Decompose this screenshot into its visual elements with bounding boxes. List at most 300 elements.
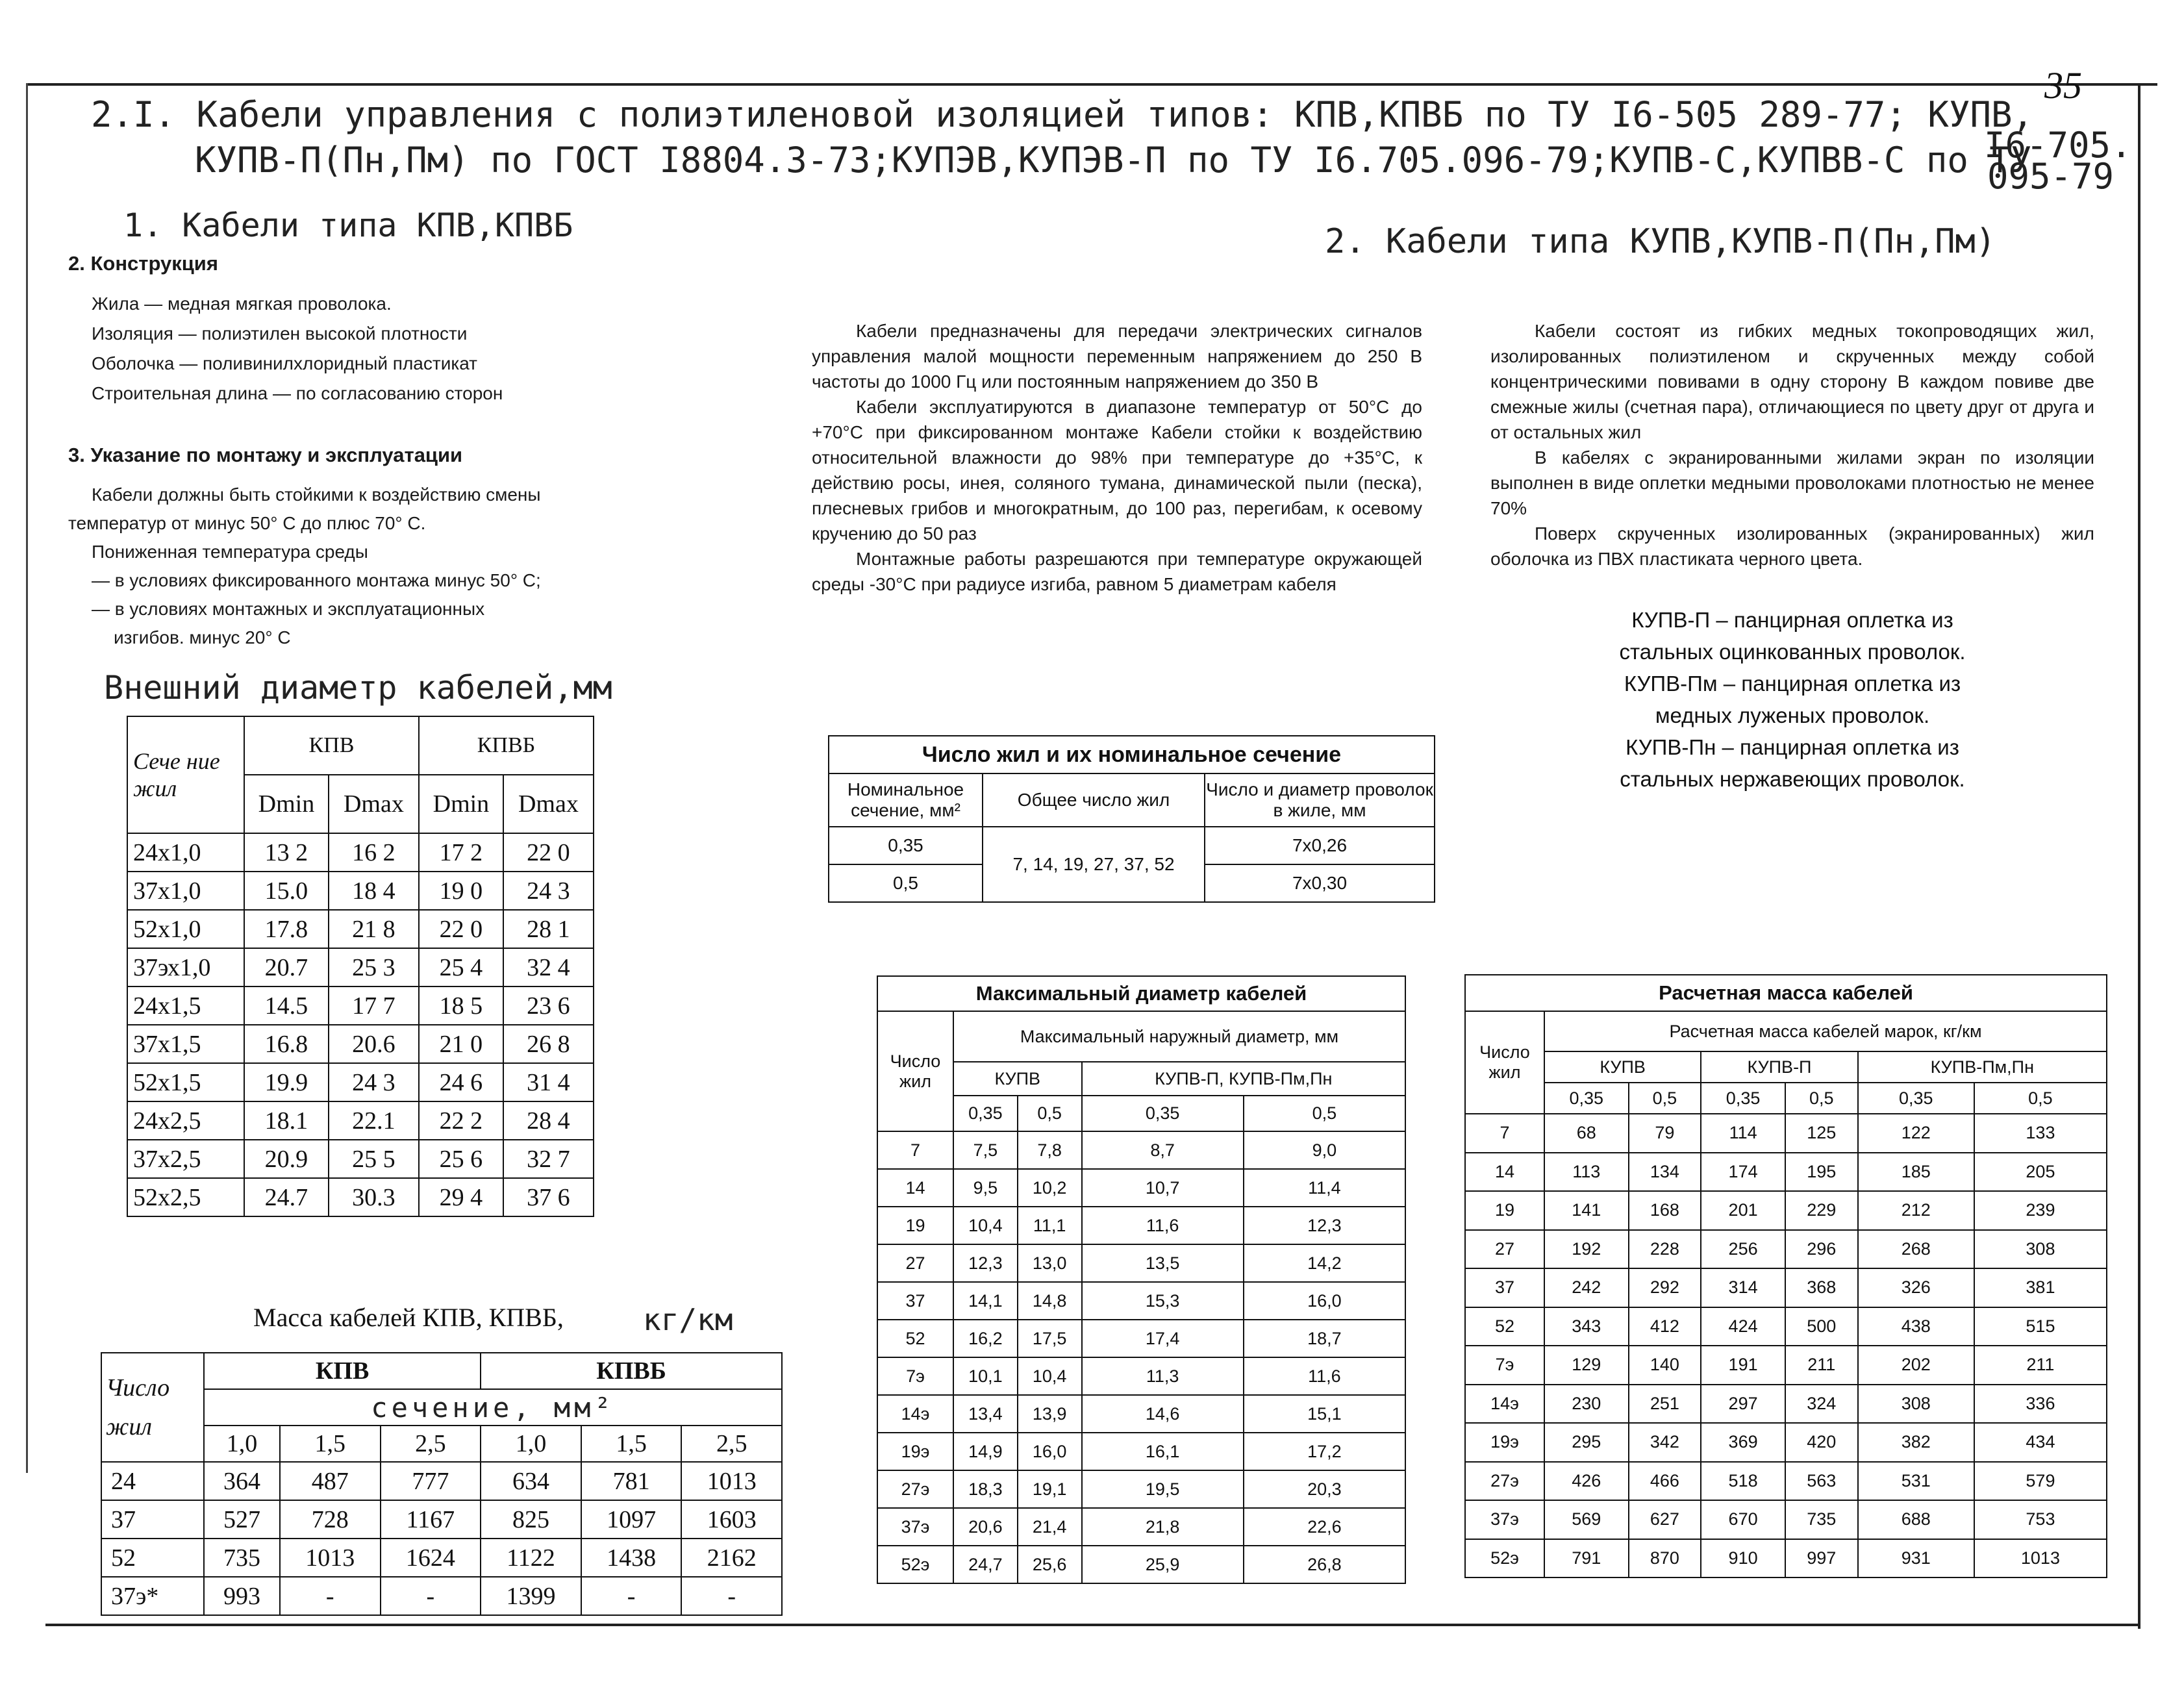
max-diameter-cell: 25,6: [1018, 1546, 1082, 1583]
max-diameter-cell-label: 7э: [877, 1357, 953, 1395]
section2-col1-para: Монтажные работы разрешаются при температуре окружающей среды -30°С при радиусе изгиба, равном 5 диаметрам кабеля: [812, 549, 1422, 594]
calc-mass-cell: 239: [1974, 1191, 2107, 1230]
max-diameter-cell: 13,4: [953, 1395, 1018, 1433]
max-diameter-cell: 14,1: [953, 1282, 1018, 1320]
outer-diameter-subhead: Dmin: [419, 775, 503, 833]
table-row: [127, 1140, 594, 1178]
calc-mass-head-col: Число жил: [1465, 1011, 1544, 1114]
calc-mass-cell: 174: [1701, 1153, 1785, 1192]
mounting-heading: 3. Указание по монтажу и эксплуатации: [68, 444, 463, 466]
section2-col2: [1490, 318, 2094, 572]
calc-mass-cell: 228: [1629, 1230, 1701, 1269]
table-row: [127, 1101, 594, 1140]
mounting-line: Кабели должны быть стойкими к воздействию смены: [92, 484, 541, 505]
outer-diameter-cell: 17 2: [419, 833, 503, 872]
outer-diameter-head-col: Сече ние жил: [127, 716, 244, 833]
max-diameter-cell: 16,2: [953, 1320, 1018, 1357]
cores-header: Общее число жил: [983, 773, 1205, 827]
calc-mass-cell: 870: [1629, 1539, 1701, 1578]
cores-cell: 0,5: [829, 864, 983, 902]
cores-header: Число и диаметр проволок в жиле, мм: [1205, 773, 1435, 827]
outer-diameter-cell: 17 7: [329, 987, 419, 1025]
max-diameter-cell: 21,4: [1018, 1508, 1082, 1546]
calc-mass-cell: 412: [1629, 1307, 1701, 1346]
table-row: [877, 1433, 1405, 1470]
calc-mass-cell: 134: [1629, 1153, 1701, 1192]
outer-diameter-cell: 16.8: [244, 1025, 329, 1063]
calc-mass-subhead: 0,5: [1785, 1083, 1858, 1114]
max-diameter-table: [877, 975, 1406, 1584]
mass-kpv-cell: 634: [481, 1462, 581, 1500]
table-row: [1465, 1268, 2107, 1307]
max-diameter-cell: 19,1: [1018, 1470, 1082, 1508]
calc-mass-cell-label: 14э: [1465, 1385, 1544, 1424]
outer-diameter-cell: 22 2: [419, 1101, 503, 1140]
max-diameter-subhead: 0,5: [1244, 1096, 1405, 1131]
calc-mass-cell: 212: [1858, 1191, 1974, 1230]
table-row: [1465, 1385, 2107, 1424]
calc-mass-cell: 268: [1858, 1230, 1974, 1269]
table-row: [877, 1395, 1405, 1433]
max-diameter-cell: 10,2: [1018, 1169, 1082, 1207]
calc-mass-cell: 192: [1544, 1230, 1629, 1269]
calc-mass-cell: 753: [1974, 1500, 2107, 1539]
calc-mass-cell: 201: [1701, 1191, 1785, 1230]
calc-mass-cell: 202: [1858, 1346, 1974, 1385]
outer-diameter-cell: 17.8: [244, 910, 329, 948]
outer-diameter-cell: 25 5: [329, 1140, 419, 1178]
calc-mass-rows: [1465, 1114, 2107, 1577]
table-row: [1465, 1462, 2107, 1501]
outer-diameter-rows: [127, 833, 594, 1216]
outer-diameter-group-kpv: КПВ: [244, 716, 419, 775]
table-row: [127, 833, 594, 872]
mass-kpv-cell: 825: [481, 1500, 581, 1539]
calc-mass-cell: 185: [1858, 1153, 1974, 1192]
table-row: [127, 910, 594, 948]
mass-kpv-unit: кг/км: [643, 1302, 733, 1337]
max-diameter-cell: 7,5: [953, 1131, 1018, 1169]
outer-diameter-cell: 32 4: [503, 948, 594, 987]
outer-diameter-cell: 31 4: [503, 1063, 594, 1101]
max-diameter-cell: 10,7: [1082, 1169, 1244, 1207]
outer-diameter-cell-label: 24х1,0: [127, 833, 244, 872]
max-diameter-cell: 12,3: [1244, 1207, 1405, 1244]
max-diameter-cell: 25,9: [1082, 1546, 1244, 1583]
mass-kpv-head-col-2: жил: [106, 1413, 152, 1440]
outer-diameter-cell: 13 2: [244, 833, 329, 872]
table-row: [127, 1063, 594, 1101]
max-diameter-group: КУПВ: [953, 1062, 1082, 1096]
mass-kpv-subhead: 1,0: [204, 1426, 280, 1462]
section2-col1-para: Кабели предназначены для передачи электрических сигналов управления малой мощности переменным напряжением до 250 В частоты до 1000 Гц или постоянным напряжением до 350 В: [812, 321, 1422, 392]
calc-mass-cell: 931: [1858, 1539, 1974, 1578]
calc-mass-cell: 420: [1785, 1423, 1858, 1462]
mass-kpv-cell: -: [681, 1577, 782, 1615]
armor-line: КУПВ-Пн – панцирная оплетка из: [1625, 735, 1959, 759]
calc-mass-subhead: 0,35: [1858, 1083, 1974, 1114]
max-diameter-cell-label: 52: [877, 1320, 953, 1357]
calc-mass-cell: 342: [1629, 1423, 1701, 1462]
outer-diameter-cell-label: 24х1,5: [127, 987, 244, 1025]
calc-mass-group: КУПВ: [1544, 1051, 1701, 1083]
calc-mass-cell: 1013: [1974, 1539, 2107, 1578]
max-diameter-cell: 14,8: [1018, 1282, 1082, 1320]
mass-kpv-cell: -: [381, 1577, 481, 1615]
calc-mass-group: КУПВ-П: [1701, 1051, 1857, 1083]
max-diameter-cell: 13,0: [1018, 1244, 1082, 1282]
outer-diameter-subhead: Dmax: [503, 775, 594, 833]
max-diameter-cell: 20,3: [1244, 1470, 1405, 1508]
calc-mass-cell: 688: [1858, 1500, 1974, 1539]
calc-mass-title: Расчетная масса кабелей: [1465, 975, 2107, 1011]
table-row: [877, 1282, 1405, 1320]
table-row: [101, 1462, 782, 1500]
cores-cell: 7х0,26: [1205, 827, 1435, 864]
table-row: [127, 987, 594, 1025]
table-row: [877, 1207, 1405, 1244]
calc-mass-cell: 735: [1785, 1500, 1858, 1539]
mass-kpv-title: Масса кабелей КПВ, КПВБ,: [253, 1303, 564, 1332]
outer-diameter-cell: 25 6: [419, 1140, 503, 1178]
table-row: [877, 1508, 1405, 1546]
max-diameter-cell: 15,1: [1244, 1395, 1405, 1433]
calc-mass-cell: 168: [1629, 1191, 1701, 1230]
construction-line: Жила — медная мягкая проволока.: [92, 294, 392, 314]
frame-bottom-rule: [45, 1624, 2140, 1626]
armor-line: КУПВ-П – панцирная оплетка из: [1631, 608, 1953, 632]
max-diameter-cell: 16,0: [1018, 1433, 1082, 1470]
table-row: [877, 1131, 1405, 1169]
calc-mass-cell: 324: [1785, 1385, 1858, 1424]
outer-diameter-cell: 22.1: [329, 1101, 419, 1140]
table-row: [1465, 1539, 2107, 1578]
calc-mass-cell: 308: [1858, 1385, 1974, 1424]
calc-mass-cell: 336: [1974, 1385, 2107, 1424]
outer-diameter-cell: 24 3: [503, 872, 594, 910]
calc-mass-subhead: 0,5: [1629, 1083, 1701, 1114]
max-diameter-group: КУПВ-П, КУПВ-Пм,Пн: [1082, 1062, 1406, 1096]
calc-mass-cell: 910: [1701, 1539, 1785, 1578]
section2-title: 2. Кабели типа КУПВ,КУПВ-П(Пн,Пм): [1325, 222, 1996, 261]
calc-mass-cell-label: 19: [1465, 1191, 1544, 1230]
mass-kpv-cell-label: 52: [101, 1539, 204, 1577]
calc-mass-cell: 129: [1544, 1346, 1629, 1385]
mass-kpv-cell: 728: [280, 1500, 381, 1539]
table-row: [101, 1500, 782, 1539]
calc-mass-cell: 791: [1544, 1539, 1629, 1578]
table-row: [877, 1244, 1405, 1282]
mass-kpv-cell: 1624: [381, 1539, 481, 1577]
max-diameter-group-head: Максимальный наружный диаметр, мм: [953, 1011, 1405, 1062]
calc-mass-cell: 68: [1544, 1114, 1629, 1153]
outer-diameter-cell: 28 4: [503, 1101, 594, 1140]
armor-line: медных луженых проволок.: [1655, 703, 1930, 727]
outer-diameter-cell: 23 6: [503, 987, 594, 1025]
outer-diameter-subhead: Dmin: [244, 775, 329, 833]
calc-mass-cell: 518: [1701, 1462, 1785, 1501]
calc-mass-cell: 434: [1974, 1423, 2107, 1462]
max-diameter-cell: 17,4: [1082, 1320, 1244, 1357]
mass-kpv-cell: 1438: [581, 1539, 682, 1577]
mass-kpv-cell-label: 37э*: [101, 1577, 204, 1615]
mass-kpv-cell: 527: [204, 1500, 280, 1539]
max-diameter-cell: 14,6: [1082, 1395, 1244, 1433]
max-diameter-title: Максимальный диаметр кабелей: [877, 976, 1405, 1011]
outer-diameter-cell: 28 1: [503, 910, 594, 948]
calc-mass-cell: 515: [1974, 1307, 2107, 1346]
outer-diameter-cell: 15.0: [244, 872, 329, 910]
mass-kpv-cell: 1013: [280, 1539, 381, 1577]
max-diameter-cell: 15,3: [1082, 1282, 1244, 1320]
outer-diameter-cell: 32 7: [503, 1140, 594, 1178]
max-diameter-cell: 9,0: [1244, 1131, 1405, 1169]
calc-mass-cell: 295: [1544, 1423, 1629, 1462]
calc-mass-cell: 297: [1701, 1385, 1785, 1424]
max-diameter-subhead: 0,35: [953, 1096, 1018, 1131]
max-diameter-subhead: 0,5: [1018, 1096, 1082, 1131]
max-diameter-cell-label: 19: [877, 1207, 953, 1244]
calc-mass-cell-label: 52э: [1465, 1539, 1544, 1578]
mounting-line: изгибов. минус 20° С: [114, 627, 291, 647]
max-diameter-cell: 10,4: [1018, 1357, 1082, 1395]
cores-header: Номинальное сечение, мм²: [829, 773, 983, 827]
mounting-line: — в условиях фиксированного монтажа минус 50° С;: [92, 570, 541, 590]
table-row: [1465, 1230, 2107, 1269]
max-diameter-cell-label: 14э: [877, 1395, 953, 1433]
calc-mass-cell: 133: [1974, 1114, 2107, 1153]
calc-mass-cell: 369: [1701, 1423, 1785, 1462]
outer-diameter-cell: 18 5: [419, 987, 503, 1025]
calc-mass-subhead: 0,35: [1544, 1083, 1629, 1114]
page-number: 35: [2044, 64, 2082, 107]
table-row: [877, 1320, 1405, 1357]
armor-block: [1559, 604, 2026, 795]
calc-mass-cell: 627: [1629, 1500, 1701, 1539]
calc-mass-cell-label: 7э: [1465, 1346, 1544, 1385]
max-diameter-cell: 16,1: [1082, 1433, 1244, 1470]
construction-block: [68, 250, 653, 408]
outer-diameter-cell-label: 37эх1,0: [127, 948, 244, 987]
max-diameter-cell: 26,8: [1244, 1546, 1405, 1583]
table-row: [1465, 1114, 2107, 1153]
mass-kpv-cell: 487: [280, 1462, 381, 1500]
max-diameter-cell: 10,1: [953, 1357, 1018, 1395]
max-diameter-cell: 18,3: [953, 1470, 1018, 1508]
calc-mass-cell-label: 52: [1465, 1307, 1544, 1346]
calc-mass-cell: 191: [1701, 1346, 1785, 1385]
max-diameter-cell: 9,5: [953, 1169, 1018, 1207]
table-row: [877, 1470, 1405, 1508]
max-diameter-cell-label: 14: [877, 1169, 953, 1207]
header-tu-number-2: 095-79: [1987, 156, 2115, 197]
calc-mass-cell: 314: [1701, 1268, 1785, 1307]
mass-kpv-subhead: 2,5: [381, 1426, 481, 1462]
calc-mass-cell: 368: [1785, 1268, 1858, 1307]
outer-diameter-cell: 19 0: [419, 872, 503, 910]
calc-mass-cell: 122: [1858, 1114, 1974, 1153]
outer-diameter-cell: 18.1: [244, 1101, 329, 1140]
construction-line: Изоляция — полиэтилен высокой плотности: [92, 323, 468, 344]
mass-kpv-cell: 2162: [681, 1539, 782, 1577]
construction-line: Строительная длина — по согласованию сторон: [92, 383, 503, 403]
calc-mass-cell: 381: [1974, 1268, 2107, 1307]
table-row: [127, 1178, 594, 1216]
calc-mass-subhead: 0,35: [1701, 1083, 1785, 1114]
mass-kpv-cell: -: [280, 1577, 381, 1615]
calc-mass-group: КУПВ-Пм,Пн: [1858, 1051, 2107, 1083]
calc-mass-cell: 125: [1785, 1114, 1858, 1153]
outer-diameter-cell: 30.3: [329, 1178, 419, 1216]
table-row: [101, 1577, 782, 1615]
mounting-line: Пониженная температура среды: [92, 542, 368, 562]
section1-title: 1. Кабели типа КПВ,КПВБ: [123, 207, 573, 244]
outer-diameter-cell: 25 3: [329, 948, 419, 987]
calc-mass-cell: 140: [1629, 1346, 1701, 1385]
calc-mass-cell: 211: [1785, 1346, 1858, 1385]
outer-diameter-table: [127, 716, 594, 1217]
max-diameter-cell-label: 37: [877, 1282, 953, 1320]
outer-diameter-cell: 18 4: [329, 872, 419, 910]
outer-diameter-cell: 29 4: [419, 1178, 503, 1216]
frame-left-rule: [26, 83, 28, 1473]
max-diameter-subhead: 0,35: [1082, 1096, 1244, 1131]
max-diameter-cell: 14,9: [953, 1433, 1018, 1470]
table-row: [877, 1546, 1405, 1583]
mass-kpv-cell: 1013: [681, 1462, 782, 1500]
outer-diameter-cell-label: 37х1,0: [127, 872, 244, 910]
calc-mass-cell: 195: [1785, 1153, 1858, 1192]
mass-kpv-cell: 364: [204, 1462, 280, 1500]
max-diameter-cell-label: 52э: [877, 1546, 953, 1583]
outer-diameter-cell-label: 37х2,5: [127, 1140, 244, 1178]
calc-mass-cell: 296: [1785, 1230, 1858, 1269]
mass-kpv-cell: 1167: [381, 1500, 481, 1539]
table-row: [877, 1169, 1405, 1207]
frame-right-rule: [2138, 83, 2140, 1629]
calc-mass-cell: 531: [1858, 1462, 1974, 1501]
calc-mass-cell: 308: [1974, 1230, 2107, 1269]
header-tu-number: I6-705.: [1984, 125, 2132, 166]
mass-kpv-cell: 781: [581, 1462, 682, 1500]
outer-diameter-cell: 21 8: [329, 910, 419, 948]
max-diameter-head-col: Число жил: [877, 1011, 953, 1131]
calc-mass-cell: 141: [1544, 1191, 1629, 1230]
header-line-1: 2.I. Кабели управления с полиэтиленовой изоляцией типов: КПВ,КПВБ по ТУ I6-505 289-77; КУПВ,: [91, 94, 2033, 135]
armor-line: КУПВ-Пм – панцирная оплетка из: [1624, 672, 1961, 696]
max-diameter-cell: 8,7: [1082, 1131, 1244, 1169]
table-row: [877, 1357, 1405, 1395]
mass-kpv-subhead: 1,5: [581, 1426, 682, 1462]
calc-mass-group-head: Расчетная масса кабелей марок, кг/км: [1544, 1011, 2107, 1051]
section2-col1-para: Кабели эксплуатируются в диапазоне температур от 50°С до +70°С при фиксированном монтаже Кабели стойки к воздействию относительной влажности до 98% при температуре до +35°С, к действию росы, инея, соляного тумана, динамической пыли (песка), плесневых грибов и многократным, до 100 раз, перегибам, к осевому кручению до 50 раз: [812, 397, 1422, 544]
max-diameter-cell: 22,6: [1244, 1508, 1405, 1546]
max-diameter-cell: 11,4: [1244, 1169, 1405, 1207]
frame-top-rule: [26, 83, 2157, 86]
outer-diameter-cell: 24 6: [419, 1063, 503, 1101]
mass-kpv-head-col-1: Число: [106, 1374, 170, 1401]
calc-mass-cell: 205: [1974, 1153, 2107, 1192]
outer-diameter-cell-label: 52х1,5: [127, 1063, 244, 1101]
calc-mass-cell: 563: [1785, 1462, 1858, 1501]
mass-kpv-subhead: 1,0: [481, 1426, 581, 1462]
mass-kpv-cell: 1122: [481, 1539, 581, 1577]
calc-mass-cell: 114: [1701, 1114, 1785, 1153]
max-diameter-cell: 11,6: [1244, 1357, 1405, 1395]
table-row: [1465, 1423, 2107, 1462]
calc-mass-cell-label: 7: [1465, 1114, 1544, 1153]
table-row: [1465, 1307, 2107, 1346]
outer-diameter-cell-label: 24х2,5: [127, 1101, 244, 1140]
table-row: [127, 948, 594, 987]
section2-col2-para: Кабели состоят из гибких медных токопроводящих жил, изолированных полиэтиленом и скрученных между собой концентрическими повивами в одну сторону В каждом повиве две смежные жилы (счетная пара), отличающиеся по цвету друг от друга и от остальных жил: [1490, 321, 2094, 442]
mass-kpv-section-label: сечение, мм²: [204, 1389, 782, 1426]
mass-kpv-rows: [101, 1462, 782, 1615]
mass-kpv-cell: -: [581, 1577, 682, 1615]
calc-mass-cell: 229: [1785, 1191, 1858, 1230]
mass-kpv-group-kpv: КПВ: [204, 1353, 481, 1389]
outer-diameter-cell: 21 0: [419, 1025, 503, 1063]
calc-mass-cell: 466: [1629, 1462, 1701, 1501]
cores-table: [828, 735, 1435, 903]
calc-mass-cell-label: 27: [1465, 1230, 1544, 1269]
outer-diameter-cell: 20.7: [244, 948, 329, 987]
max-diameter-cell: 13,9: [1018, 1395, 1082, 1433]
table-row: [127, 872, 594, 910]
calc-mass-cell: 230: [1544, 1385, 1629, 1424]
max-diameter-cell-label: 27э: [877, 1470, 953, 1508]
mounting-block: [68, 442, 679, 652]
table-row: [1465, 1153, 2107, 1192]
mass-kpv-cell: 1603: [681, 1500, 782, 1539]
outer-diameter-cell: 37 6: [503, 1178, 594, 1216]
cores-cell: 0,35: [829, 827, 983, 864]
table-row: [1465, 1500, 2107, 1539]
outer-diameter-cell: 20.6: [329, 1025, 419, 1063]
max-diameter-cell: 24,7: [953, 1546, 1018, 1583]
calc-mass-cell: 569: [1544, 1500, 1629, 1539]
calc-mass-cell: 382: [1858, 1423, 1974, 1462]
max-diameter-cell-label: 27: [877, 1244, 953, 1282]
max-diameter-cell: 11,6: [1082, 1207, 1244, 1244]
mounting-line: температур от минус 50° С до плюс 70° С.: [68, 513, 426, 533]
outer-diameter-cell: 25 4: [419, 948, 503, 987]
calc-mass-cell: 670: [1701, 1500, 1785, 1539]
calc-mass-cell: 113: [1544, 1153, 1629, 1192]
calc-mass-subhead: 0,5: [1974, 1083, 2107, 1114]
calc-mass-cell-label: 37э: [1465, 1500, 1544, 1539]
max-diameter-cell: 11,1: [1018, 1207, 1082, 1244]
max-diameter-cell: 20,6: [953, 1508, 1018, 1546]
armor-line: стальных оцинкованных проволок.: [1619, 640, 1966, 664]
max-diameter-cell: 19,5: [1082, 1470, 1244, 1508]
outer-diameter-cell: 22 0: [503, 833, 594, 872]
calc-mass-cell-label: 19э: [1465, 1423, 1544, 1462]
mass-kpv-cell: 1097: [581, 1500, 682, 1539]
mass-kpv-head-col: [101, 1353, 204, 1462]
outer-diameter-cell-label: 52х2,5: [127, 1178, 244, 1216]
section2-col2-para: В кабелях с экранированными жилами экран по изоляции выполнен в виде оплетки медными проволоками плотностью не менее 70%: [1490, 447, 2094, 518]
table-row: [127, 1025, 594, 1063]
outer-diameter-cell: 22 0: [419, 910, 503, 948]
calc-mass-cell: 500: [1785, 1307, 1858, 1346]
max-diameter-cell: 17,2: [1244, 1433, 1405, 1470]
outer-diameter-cell: 26 8: [503, 1025, 594, 1063]
outer-diameter-cell: 16 2: [329, 833, 419, 872]
section2-col2-para: Поверх скрученных изолированных (экранированных) жил оболочка из ПВХ пластиката черного цвета.: [1490, 523, 2094, 569]
table-row: [1465, 1346, 2107, 1385]
cores-table-title: Число жил и их номинальное сечение: [829, 736, 1435, 773]
